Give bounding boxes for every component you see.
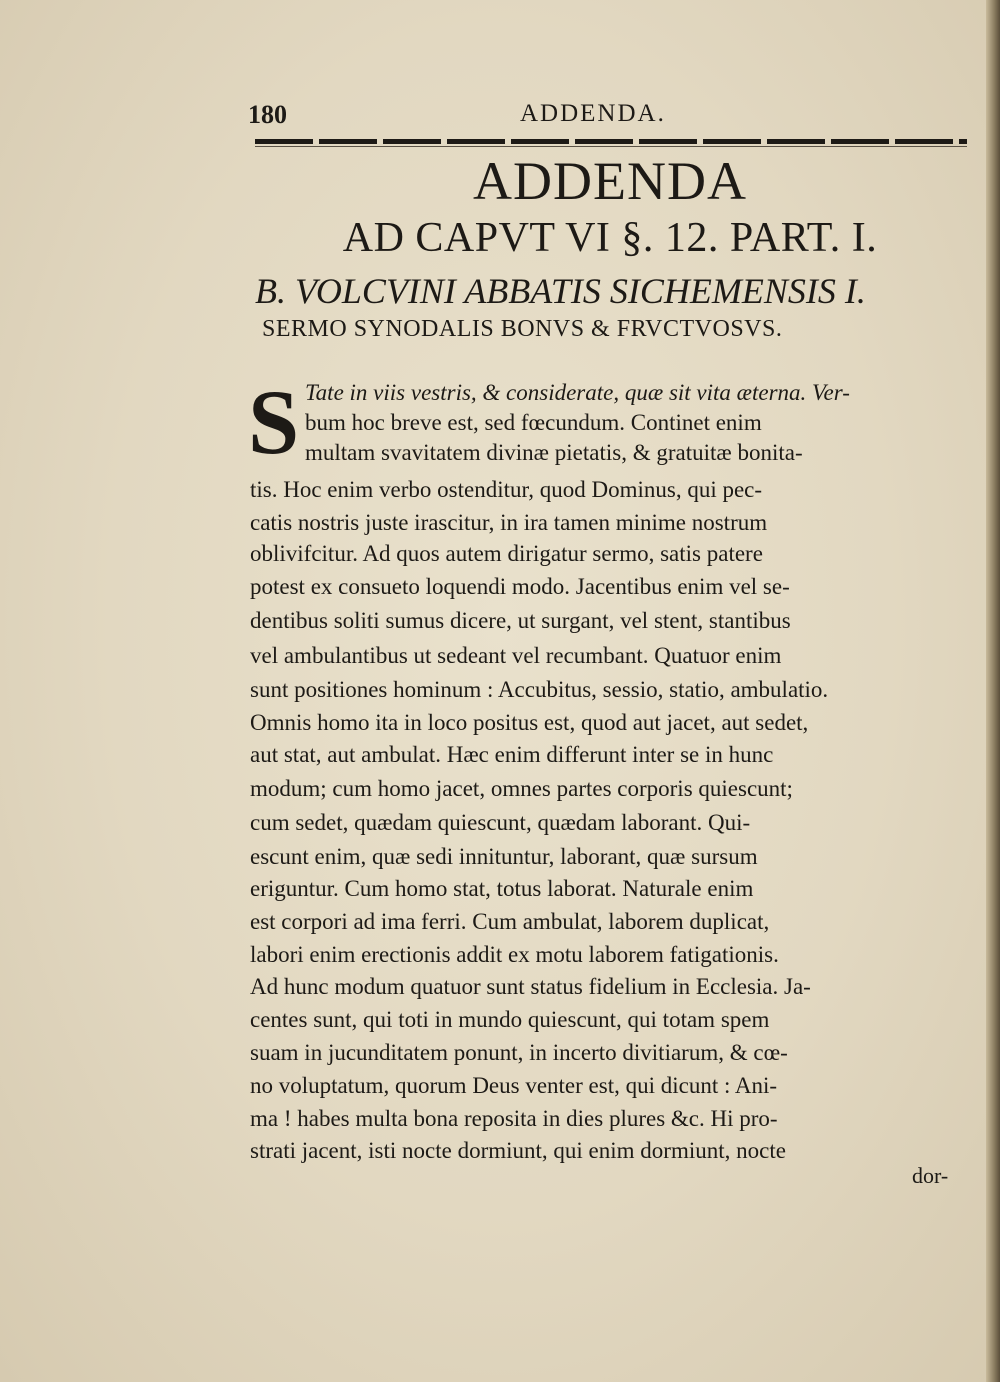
running-head: ADDENDA.	[520, 100, 666, 127]
text-line: no voluptatum, quorum Deus venter est, qui dicunt : Ani-	[250, 1073, 778, 1098]
text-line: suam in jucunditatem ponunt, in incerto divitiarum, & cœ-	[250, 1040, 788, 1065]
text-line: Ad hunc modum quatuor sunt status fidelium in Ecclesia. Ja-	[250, 974, 811, 999]
text-line: potest ex consueto loquendi modo. Jacentibus enim vel se-	[250, 574, 790, 599]
text-line: multam svavitatem divinæ pietatis, & gratuitæ bonita-	[305, 440, 803, 465]
header-rule-thin	[255, 146, 967, 147]
header-rule	[255, 139, 967, 144]
text-line: cum sedet, quædam quiescunt, quædam laborant. Qui-	[250, 810, 751, 835]
text-line: aut stat, aut ambulat. Hæc enim differunt inter se in hunc	[250, 742, 774, 767]
text-line: eriguntur. Cum homo stat, totus laborat. Naturale enim	[250, 876, 754, 901]
text-line: bum hoc breve est, sed fœcundum. Continet enim	[305, 410, 762, 435]
text-line: Omnis homo ita in loco positus est, quod aut jacet, aut sedet,	[250, 710, 809, 735]
sermon-title: SERMO SYNODALIS BONVS & FRVCTVOSVS.	[262, 316, 783, 342]
drop-cap: S	[248, 371, 300, 473]
text-line: labori enim erectionis addit ex motu laborem fatigationis.	[250, 942, 779, 967]
text-line: strati jacent, isti nocte dormiunt, qui enim dormiunt, nocte	[250, 1138, 786, 1163]
text-line: centes sunt, qui toti in mundo quiescunt, qui totam spem	[250, 1007, 770, 1032]
section-title: ADDENDA	[473, 151, 747, 211]
text-line: catis nostris juste irascitur, in ira tamen minime nostrum	[250, 510, 768, 535]
text-line: oblivifcitur. Ad quos autem dirigatur sermo, satis patere	[250, 541, 763, 566]
page-header	[248, 100, 960, 132]
author-heading: B. VOLCVINI ABBATIS SICHEMENSIS I.	[255, 271, 866, 311]
text-line: tis. Hoc enim verbo ostenditur, quod Dominus, qui pec-	[250, 477, 763, 502]
text-line: modum; cum homo jacet, omnes partes corporis quiescunt;	[250, 776, 793, 801]
text-line: ma ! habes multa bona reposita in dies plures &c. Hi pro-	[250, 1106, 778, 1131]
text-line: escunt enim, quæ sedi innituntur, laborant, quæ sursum	[250, 844, 758, 869]
text-line: vel ambulantibus ut sedeant vel recumbant. Quatuor enim	[250, 643, 782, 668]
text-line: sunt positiones hominum : Accubitus, sessio, statio, ambulatio.	[250, 677, 829, 702]
page-number: 180	[248, 100, 287, 129]
book-spine-shadow	[986, 0, 1000, 1382]
catchword: dor-	[912, 1163, 949, 1188]
text-line: Tate in viis vestris, & considerate, quæ sit vita æterna. Ver-	[305, 380, 850, 405]
text-line: est corpori ad ima ferri. Cum ambulat, laborem duplicat,	[250, 909, 770, 934]
text-line: dentibus soliti sumus dicere, ut surgant, vel stent, stantibus	[250, 608, 791, 633]
section-subtitle: AD CAPVT VI §. 12. PART. I.	[342, 215, 878, 261]
